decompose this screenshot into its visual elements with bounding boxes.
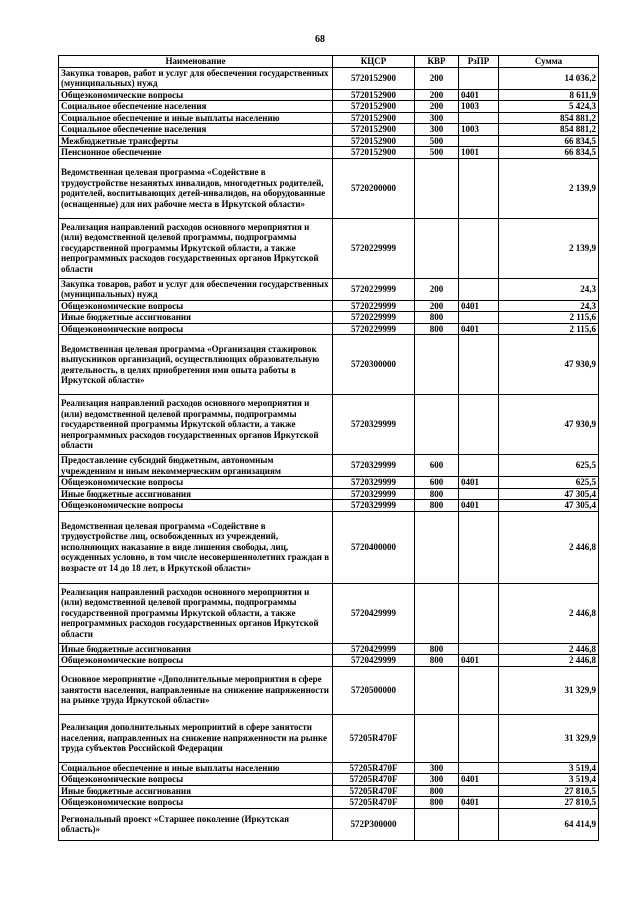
cell-name: Реализация дополнительных мероприятий в сфере занятости населения, направленных на снижение напряженности на рынке труда субъектов Российской Федерации <box>59 714 333 762</box>
cell-kcsr: 5720329999 <box>333 477 415 489</box>
table-row <box>59 300 599 312</box>
cell-kvr: 200 <box>415 278 459 300</box>
cell-name: Реализация направлений расходов основного мероприятия и (или) ведомственной целевой программы, подпрограммы государственной программы Иркутской области, а также непрограммных расходов государственных органов Иркутской области <box>59 218 333 278</box>
cell-kcsr: 5720329999 <box>333 455 415 477</box>
cell-kcsr: 5720429999 <box>333 583 415 643</box>
cell-kcsr: 5720429999 <box>333 655 415 667</box>
cell-kvr <box>415 158 459 218</box>
cell-kvr <box>415 218 459 278</box>
cell-rzpr <box>459 67 499 89</box>
cell-name: Социальное обеспечение и иные выплаты населению <box>59 762 333 774</box>
cell-sum: 2 115,6 <box>499 323 599 335</box>
table-row <box>59 312 599 324</box>
cell-rzpr <box>459 335 499 395</box>
cell-name: Общеэкономические вопросы <box>59 655 333 667</box>
cell-sum: 47 930,9 <box>499 395 599 455</box>
cell-kcsr: 5720229999 <box>333 312 415 324</box>
cell-sum: 625,5 <box>499 455 599 477</box>
cell-sum: 14 036,2 <box>499 67 599 89</box>
cell-kvr: 200 <box>415 67 459 89</box>
cell-kvr: 800 <box>415 312 459 324</box>
table-row <box>59 785 599 797</box>
table-row <box>59 655 599 667</box>
cell-kvr: 200 <box>415 101 459 113</box>
cell-kcsr: 5720300000 <box>333 335 415 395</box>
cell-rzpr <box>459 395 499 455</box>
cell-kcsr: 57205R470F <box>333 714 415 762</box>
cell-rzpr <box>459 455 499 477</box>
cell-name: Общеэкономические вопросы <box>59 323 333 335</box>
cell-name: Основное мероприятие «Дополнительные мероприятия в сфере занятости населения, направленные на снижение напряженности на рынке труда Иркутской области» <box>59 666 333 714</box>
cell-sum: 2 446,8 <box>499 511 599 583</box>
cell-name: Общеэкономические вопросы <box>59 477 333 489</box>
cell-kcsr: 5720152900 <box>333 67 415 89</box>
cell-sum: 2 446,8 <box>499 583 599 643</box>
cell-name: Закупка товаров, работ и услуг для обеспечения государственных (муниципальных) нужд <box>59 67 333 89</box>
cell-kvr: 800 <box>415 500 459 512</box>
page-number: 68 <box>315 34 325 45</box>
cell-sum: 5 424,3 <box>499 101 599 113</box>
table-row <box>59 158 599 218</box>
cell-sum: 66 834,5 <box>499 147 599 159</box>
table-row <box>59 89 599 101</box>
column-header-rzpr: РзПР <box>459 56 499 68</box>
table-row <box>59 278 599 300</box>
cell-kvr: 800 <box>415 655 459 667</box>
cell-sum: 47 930,9 <box>499 335 599 395</box>
cell-rzpr: 1003 <box>459 101 499 113</box>
cell-sum: 24,3 <box>499 278 599 300</box>
cell-kcsr: 5720229999 <box>333 300 415 312</box>
cell-kcsr: 5720152900 <box>333 89 415 101</box>
cell-name: Закупка товаров, работ и услуг для обеспечения государственных (муниципальных) нужд <box>59 278 333 300</box>
cell-sum: 27 810,5 <box>499 785 599 797</box>
column-header-name: Наименование <box>59 56 333 68</box>
cell-kvr: 800 <box>415 488 459 500</box>
table-row <box>59 808 599 840</box>
cell-name: Пенсионное обеспечение <box>59 147 333 159</box>
cell-name: Иные бюджетные ассигнования <box>59 488 333 500</box>
cell-rzpr: 0401 <box>459 89 499 101</box>
cell-kcsr: 57205R470F <box>333 785 415 797</box>
cell-kvr: 600 <box>415 477 459 489</box>
cell-sum: 64 414,9 <box>499 808 599 840</box>
table-row <box>59 714 599 762</box>
cell-sum: 66 834,5 <box>499 135 599 147</box>
table-row <box>59 112 599 124</box>
cell-kvr <box>415 666 459 714</box>
cell-kcsr: 5720500000 <box>333 666 415 714</box>
cell-rzpr <box>459 135 499 147</box>
table-row <box>59 488 599 500</box>
cell-name: Ведомственная целевая программа «Содействие в трудоустройстве незанятых инвалидов, многодетных родителей, родителей, воспитывающих детей-инвалидов, на оборудованные (оснащенные) для них рабочие места в Иркутской области» <box>59 158 333 218</box>
cell-kcsr: 5720329999 <box>333 395 415 455</box>
cell-kvr <box>415 395 459 455</box>
cell-sum: 2 446,8 <box>499 655 599 667</box>
table-row <box>59 218 599 278</box>
cell-sum: 2 139,9 <box>499 158 599 218</box>
cell-sum: 31 329,9 <box>499 714 599 762</box>
cell-name: Межбюджетные трансферты <box>59 135 333 147</box>
cell-sum: 854 881,2 <box>499 124 599 136</box>
cell-rzpr: 0401 <box>459 300 499 312</box>
cell-kcsr: 5720229999 <box>333 278 415 300</box>
cell-kcsr: 57205R470F <box>333 797 415 809</box>
cell-rzpr <box>459 218 499 278</box>
cell-sum: 24,3 <box>499 300 599 312</box>
cell-name: Общеэкономические вопросы <box>59 500 333 512</box>
cell-rzpr <box>459 583 499 643</box>
cell-name: Предоставление субсидий бюджетным, автономным учреждениям и иным некоммерческим организациям <box>59 455 333 477</box>
cell-sum: 2 139,9 <box>499 218 599 278</box>
table-row <box>59 147 599 159</box>
cell-sum: 3 519,4 <box>499 774 599 786</box>
cell-rzpr <box>459 666 499 714</box>
cell-kcsr: 57205R470F <box>333 762 415 774</box>
cell-sum: 2 446,8 <box>499 643 599 655</box>
cell-kvr: 800 <box>415 323 459 335</box>
cell-kvr: 300 <box>415 774 459 786</box>
column-header-kvr: КВР <box>415 56 459 68</box>
cell-rzpr: 0401 <box>459 477 499 489</box>
cell-rzpr <box>459 643 499 655</box>
cell-rzpr <box>459 511 499 583</box>
table-row <box>59 774 599 786</box>
cell-kcsr: 5720229999 <box>333 218 415 278</box>
table-row <box>59 67 599 89</box>
cell-name: Общеэкономические вопросы <box>59 797 333 809</box>
table-row <box>59 797 599 809</box>
cell-kvr <box>415 808 459 840</box>
cell-name: Реализация направлений расходов основного мероприятия и (или) ведомственной целевой программы, подпрограммы государственной программы Иркутской области, а также непрограммных расходов государственных органов Иркутской области <box>59 583 333 643</box>
cell-kcsr: 5720152900 <box>333 112 415 124</box>
cell-rzpr: 0401 <box>459 797 499 809</box>
cell-kvr <box>415 511 459 583</box>
cell-name: Региональный проект «Старшее поколение (Иркутская область)» <box>59 808 333 840</box>
budget-table <box>58 55 599 841</box>
cell-rzpr <box>459 762 499 774</box>
table-row <box>59 511 599 583</box>
cell-kvr: 500 <box>415 135 459 147</box>
cell-rzpr <box>459 808 499 840</box>
cell-rzpr <box>459 785 499 797</box>
cell-rzpr <box>459 158 499 218</box>
cell-rzpr <box>459 312 499 324</box>
cell-name: Ведомственная целевая программа «Содействие в трудоустройстве лиц, освобожденных из учреждений, исполняющих наказание в виде лишения свободы, лиц, осужденных условно, в том числе несовершеннолетних граждан в возрасте от 14 до 18 лет, в Иркутской области» <box>59 511 333 583</box>
cell-kvr <box>415 714 459 762</box>
cell-kvr: 800 <box>415 643 459 655</box>
cell-name: Общеэкономические вопросы <box>59 300 333 312</box>
table-row <box>59 762 599 774</box>
table-row <box>59 666 599 714</box>
column-header-kcsr: КЦСР <box>333 56 415 68</box>
cell-kvr: 300 <box>415 124 459 136</box>
table-row <box>59 500 599 512</box>
table-row <box>59 135 599 147</box>
cell-rzpr <box>459 278 499 300</box>
cell-kcsr: 572P300000 <box>333 808 415 840</box>
cell-name: Общеэкономические вопросы <box>59 774 333 786</box>
cell-rzpr: 0401 <box>459 323 499 335</box>
cell-kcsr: 5720152900 <box>333 101 415 113</box>
cell-name: Социальное обеспечение населения <box>59 124 333 136</box>
table-body <box>59 67 599 840</box>
cell-kvr: 300 <box>415 112 459 124</box>
cell-name: Социальное обеспечение населения <box>59 101 333 113</box>
cell-kcsr: 5720200000 <box>333 158 415 218</box>
table-row <box>59 335 599 395</box>
cell-kvr: 600 <box>415 455 459 477</box>
cell-kvr: 800 <box>415 797 459 809</box>
table-row <box>59 395 599 455</box>
cell-kcsr: 5720229999 <box>333 323 415 335</box>
cell-name: Реализация направлений расходов основного мероприятия и (или) ведомственной целевой программы, подпрограммы государственной программы Иркутской области, а также непрограммных расходов государственных органов Иркутской области <box>59 395 333 455</box>
cell-sum: 8 611,9 <box>499 89 599 101</box>
cell-kvr: 800 <box>415 785 459 797</box>
table-row <box>59 477 599 489</box>
table-row <box>59 124 599 136</box>
cell-kcsr: 5720429999 <box>333 643 415 655</box>
cell-rzpr <box>459 488 499 500</box>
cell-sum: 27 810,5 <box>499 797 599 809</box>
cell-rzpr: 0401 <box>459 774 499 786</box>
cell-rzpr <box>459 714 499 762</box>
cell-rzpr: 1001 <box>459 147 499 159</box>
cell-kcsr: 5720152900 <box>333 147 415 159</box>
cell-name: Социальное обеспечение и иные выплаты населению <box>59 112 333 124</box>
cell-name: Ведомственная целевая программа «Организация стажировок выпускников организаций, осуществляющих образовательную деятельность, в целях приобретения ими опыта работы в Иркутской области» <box>59 335 333 395</box>
table-row <box>59 455 599 477</box>
cell-rzpr: 1003 <box>459 124 499 136</box>
table-header-row <box>59 56 599 68</box>
cell-name: Иные бюджетные ассигнования <box>59 312 333 324</box>
cell-kcsr: 5720329999 <box>333 500 415 512</box>
cell-rzpr: 0401 <box>459 500 499 512</box>
cell-sum: 854 881,2 <box>499 112 599 124</box>
cell-sum: 2 115,6 <box>499 312 599 324</box>
cell-kvr: 500 <box>415 147 459 159</box>
cell-sum: 625,5 <box>499 477 599 489</box>
cell-sum: 47 305,4 <box>499 500 599 512</box>
table-row <box>59 643 599 655</box>
cell-kcsr: 5720400000 <box>333 511 415 583</box>
cell-kvr: 200 <box>415 89 459 101</box>
cell-name: Иные бюджетные ассигнования <box>59 785 333 797</box>
cell-kvr <box>415 335 459 395</box>
cell-kcsr: 5720152900 <box>333 135 415 147</box>
cell-kvr: 200 <box>415 300 459 312</box>
table-row <box>59 323 599 335</box>
cell-sum: 31 329,9 <box>499 666 599 714</box>
table-row <box>59 101 599 113</box>
cell-name: Иные бюджетные ассигнования <box>59 643 333 655</box>
cell-kvr: 300 <box>415 762 459 774</box>
table-row <box>59 583 599 643</box>
cell-rzpr <box>459 112 499 124</box>
cell-kcsr: 5720329999 <box>333 488 415 500</box>
cell-kcsr: 5720152900 <box>333 124 415 136</box>
cell-kcsr: 57205R470F <box>333 774 415 786</box>
cell-kvr <box>415 583 459 643</box>
cell-name: Общеэкономические вопросы <box>59 89 333 101</box>
column-header-sum: Сумма <box>499 56 599 68</box>
cell-sum: 3 519,4 <box>499 762 599 774</box>
cell-rzpr: 0401 <box>459 655 499 667</box>
cell-sum: 47 305,4 <box>499 488 599 500</box>
